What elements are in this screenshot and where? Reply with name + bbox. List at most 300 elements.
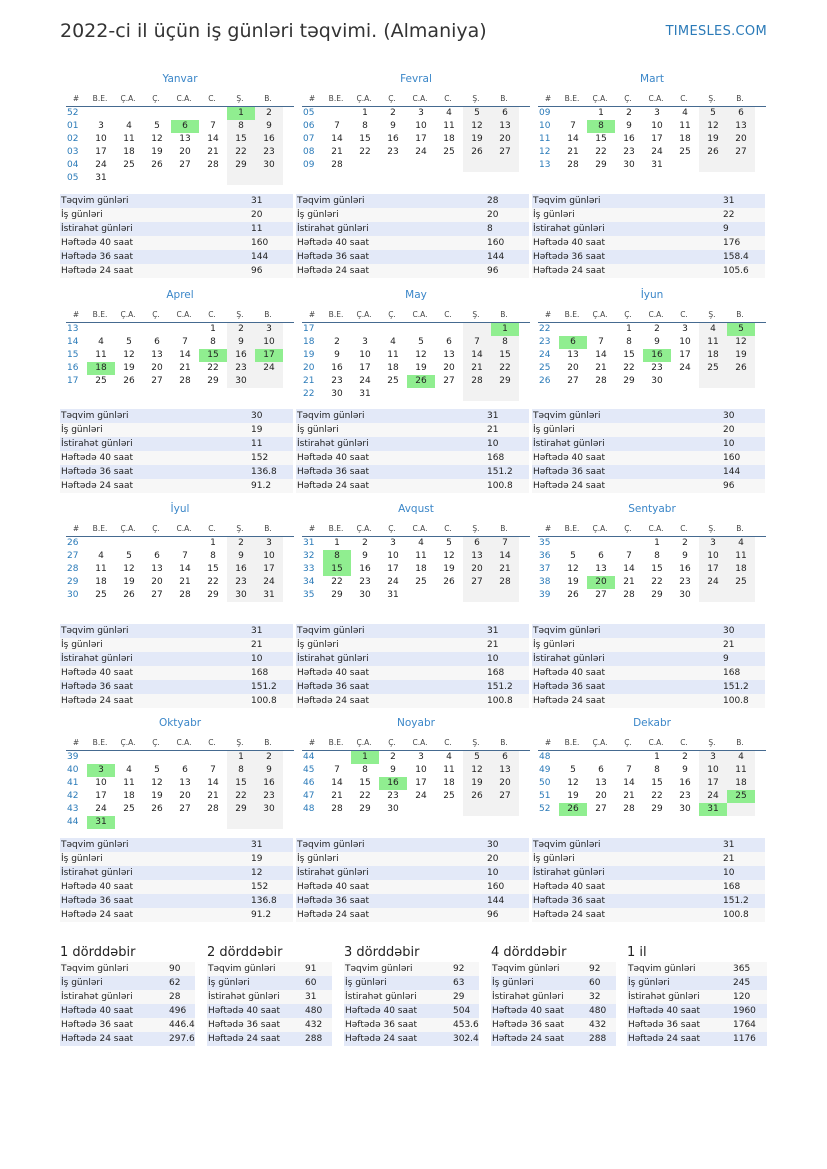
day-cell[interactable]: 19 <box>463 133 491 146</box>
day-cell[interactable]: 3 <box>682 324 688 334</box>
day-cell[interactable]: 24 <box>255 576 283 589</box>
day-cell[interactable]: 15 <box>227 777 255 790</box>
day-cell[interactable]: 28 <box>179 590 191 600</box>
day-cell[interactable]: 1 <box>362 108 368 118</box>
day-cell[interactable]: 9 <box>626 121 632 131</box>
day-cell[interactable]: 4 <box>682 108 688 118</box>
day-cell[interactable]: 15 <box>595 134 607 144</box>
day-cell[interactable]: 10 <box>387 551 399 561</box>
day-cell[interactable]: 25 <box>415 577 427 587</box>
day-cell[interactable]: 3 <box>654 108 660 118</box>
day-cell[interactable]: 14 <box>207 778 219 788</box>
day-cell[interactable]: 21 <box>623 577 635 587</box>
day-cell[interactable]: 27 <box>595 590 607 600</box>
day-cell[interactable]: 23 <box>255 146 283 159</box>
day-cell[interactable]: 5 <box>126 551 132 561</box>
day-cell[interactable]: 13 <box>727 120 755 133</box>
day-cell[interactable]: 28 <box>331 804 343 814</box>
day-cell[interactable]: 18 <box>95 577 107 587</box>
day-cell[interactable]: 22 <box>331 577 343 587</box>
day-cell[interactable]: 11 <box>415 551 427 561</box>
day-cell[interactable]: 25 <box>443 791 455 801</box>
day-cell[interactable]: 4 <box>126 765 132 775</box>
day-cell[interactable]: 24 <box>679 363 691 373</box>
day-cell[interactable]: 6 <box>598 551 604 561</box>
day-cell[interactable]: 31 <box>95 173 107 183</box>
day-cell[interactable]: 22 <box>227 790 255 803</box>
day-cell[interactable]: 29 <box>651 590 663 600</box>
day-cell[interactable]: 23 <box>227 362 255 375</box>
day-cell[interactable]: 23 <box>679 577 691 587</box>
day-cell[interactable]: 5 <box>570 551 576 561</box>
day-cell[interactable]: 30 <box>387 804 399 814</box>
day-cell[interactable]: 11 <box>699 336 727 349</box>
day-cell[interactable]: 6 <box>727 107 755 120</box>
day-cell[interactable]: 6 <box>171 120 199 133</box>
day-cell[interactable]: 9 <box>390 765 396 775</box>
day-cell[interactable]: 30 <box>359 590 371 600</box>
day-cell[interactable]: 25 <box>123 160 135 170</box>
day-cell[interactable]: 15 <box>651 564 663 574</box>
day-cell[interactable]: 14 <box>567 134 579 144</box>
day-cell[interactable]: 19 <box>443 564 455 574</box>
day-cell[interactable]: 23 <box>255 790 283 803</box>
day-cell[interactable]: 17 <box>255 563 283 576</box>
day-cell[interactable]: 23 <box>359 577 371 587</box>
day-cell[interactable]: 18 <box>443 778 455 788</box>
day-cell[interactable]: 1 <box>654 752 660 762</box>
day-cell[interactable]: 25 <box>95 376 107 386</box>
day-cell[interactable]: 10 <box>699 550 727 563</box>
day-cell[interactable]: 23 <box>651 363 663 373</box>
day-cell[interactable]: 2 <box>390 108 396 118</box>
day-cell[interactable]: 19 <box>123 363 135 373</box>
day-cell[interactable]: 15 <box>227 133 255 146</box>
day-cell[interactable]: 30 <box>255 159 283 172</box>
day-cell[interactable]: 11 <box>387 350 399 360</box>
day-cell[interactable]: 19 <box>151 147 163 157</box>
day-cell[interactable]: 7 <box>210 765 216 775</box>
day-cell[interactable]: 22 <box>651 577 663 587</box>
day-cell[interactable]: 12 <box>463 120 491 133</box>
day-cell[interactable]: 14 <box>207 134 219 144</box>
day-cell[interactable]: 30 <box>227 589 255 602</box>
day-cell[interactable]: 11 <box>95 350 107 360</box>
day-cell[interactable]: 19 <box>463 777 491 790</box>
day-cell[interactable]: 7 <box>598 337 604 347</box>
day-cell[interactable]: 26 <box>123 376 135 386</box>
day-cell[interactable]: 20 <box>443 363 455 373</box>
day-cell[interactable]: 12 <box>567 564 579 574</box>
day-cell[interactable]: 15 <box>323 563 351 576</box>
day-cell[interactable]: 1 <box>227 751 255 764</box>
day-cell[interactable]: 7 <box>334 121 340 131</box>
day-cell[interactable]: 22 <box>227 146 255 159</box>
day-cell[interactable]: 16 <box>387 134 399 144</box>
day-cell[interactable]: 7 <box>463 336 491 349</box>
day-cell[interactable]: 7 <box>182 337 188 347</box>
day-cell[interactable]: 14 <box>331 134 343 144</box>
day-cell[interactable]: 6 <box>598 765 604 775</box>
day-cell[interactable]: 27 <box>595 804 607 814</box>
day-cell[interactable]: 24 <box>415 147 427 157</box>
day-cell[interactable]: 14 <box>331 778 343 788</box>
day-cell[interactable]: 26 <box>123 590 135 600</box>
day-cell[interactable]: 24 <box>415 791 427 801</box>
day-cell[interactable]: 3 <box>418 108 424 118</box>
day-cell[interactable]: 30 <box>623 160 635 170</box>
day-cell[interactable]: 11 <box>679 121 691 131</box>
day-cell[interactable]: 4 <box>126 121 132 131</box>
day-cell[interactable]: 5 <box>463 107 491 120</box>
day-cell[interactable]: 22 <box>651 791 663 801</box>
day-cell[interactable]: 26 <box>727 362 755 375</box>
day-cell[interactable]: 14 <box>179 564 191 574</box>
day-cell[interactable]: 13 <box>151 350 163 360</box>
day-cell[interactable]: 6 <box>154 551 160 561</box>
day-cell[interactable]: 17 <box>359 363 371 373</box>
day-cell[interactable]: 6 <box>463 537 491 550</box>
day-cell[interactable]: 1 <box>598 108 604 118</box>
day-cell[interactable]: 31 <box>651 160 663 170</box>
day-cell[interactable]: 11 <box>123 778 135 788</box>
day-cell[interactable]: 9 <box>227 336 255 349</box>
day-cell[interactable]: 24 <box>255 362 283 375</box>
day-cell[interactable]: 6 <box>182 765 188 775</box>
day-cell[interactable]: 16 <box>227 349 255 362</box>
day-cell[interactable]: 29 <box>207 376 219 386</box>
day-cell[interactable]: 28 <box>179 376 191 386</box>
day-cell[interactable]: 5 <box>727 323 755 336</box>
day-cell[interactable]: 24 <box>387 577 399 587</box>
day-cell[interactable]: 22 <box>207 363 219 373</box>
day-cell[interactable]: 28 <box>623 590 635 600</box>
day-cell[interactable]: 20 <box>491 133 519 146</box>
day-cell[interactable]: 6 <box>491 107 519 120</box>
day-cell[interactable]: 5 <box>154 765 160 775</box>
day-cell[interactable]: 15 <box>623 350 635 360</box>
day-cell[interactable]: 7 <box>570 121 576 131</box>
day-cell[interactable]: 13 <box>463 550 491 563</box>
day-cell[interactable]: 25 <box>699 362 727 375</box>
day-cell[interactable]: 17 <box>387 564 399 574</box>
day-cell[interactable]: 28 <box>623 804 635 814</box>
day-cell[interactable]: 13 <box>179 134 191 144</box>
day-cell[interactable]: 25 <box>727 576 755 589</box>
day-cell[interactable]: 31 <box>359 389 371 399</box>
day-cell[interactable]: 12 <box>699 120 727 133</box>
day-cell[interactable]: 15 <box>491 349 519 362</box>
day-cell[interactable]: 2 <box>390 752 396 762</box>
day-cell[interactable]: 11 <box>443 765 455 775</box>
day-cell[interactable]: 29 <box>595 160 607 170</box>
day-cell[interactable]: 29 <box>207 590 219 600</box>
day-cell[interactable]: 1 <box>654 538 660 548</box>
day-cell[interactable]: 20 <box>595 791 607 801</box>
day-cell[interactable]: 12 <box>443 551 455 561</box>
day-cell[interactable]: 28 <box>567 160 579 170</box>
day-cell[interactable]: 19 <box>151 791 163 801</box>
day-cell[interactable]: 25 <box>727 790 755 803</box>
day-cell[interactable]: 8 <box>491 336 519 349</box>
day-cell[interactable]: 28 <box>207 160 219 170</box>
day-cell[interactable]: 29 <box>227 159 255 172</box>
day-cell[interactable]: 18 <box>679 134 691 144</box>
day-cell[interactable]: 9 <box>334 350 340 360</box>
day-cell[interactable]: 22 <box>207 577 219 587</box>
day-cell[interactable]: 18 <box>727 563 755 576</box>
day-cell[interactable]: 13 <box>491 120 519 133</box>
day-cell[interactable]: 30 <box>331 389 343 399</box>
day-cell[interactable]: 5 <box>418 337 424 347</box>
day-cell[interactable]: 18 <box>123 147 135 157</box>
day-cell[interactable]: 15 <box>359 134 371 144</box>
day-cell[interactable]: 31 <box>699 803 727 816</box>
day-cell[interactable]: 24 <box>699 790 727 803</box>
day-cell[interactable]: 15 <box>651 778 663 788</box>
day-cell[interactable]: 27 <box>463 576 491 589</box>
day-cell[interactable]: 2 <box>682 538 688 548</box>
day-cell[interactable]: 6 <box>559 336 587 349</box>
day-cell[interactable]: 9 <box>682 765 688 775</box>
day-cell[interactable]: 30 <box>255 803 283 816</box>
day-cell[interactable]: 24 <box>651 147 663 157</box>
day-cell[interactable]: 23 <box>331 376 343 386</box>
day-cell[interactable]: 14 <box>179 350 191 360</box>
day-cell[interactable]: 20 <box>463 563 491 576</box>
day-cell[interactable]: 9 <box>390 121 396 131</box>
day-cell[interactable]: 24 <box>95 804 107 814</box>
day-cell[interactable]: 25 <box>123 804 135 814</box>
day-cell[interactable]: 16 <box>331 363 343 373</box>
day-cell[interactable]: 16 <box>255 777 283 790</box>
day-cell[interactable]: 3 <box>418 752 424 762</box>
day-cell[interactable]: 19 <box>415 363 427 373</box>
day-cell[interactable]: 11 <box>95 564 107 574</box>
day-cell[interactable]: 23 <box>227 576 255 589</box>
day-cell[interactable]: 12 <box>727 336 755 349</box>
day-cell[interactable]: 4 <box>727 751 755 764</box>
day-cell[interactable]: 25 <box>443 147 455 157</box>
day-cell[interactable]: 2 <box>682 752 688 762</box>
day-cell[interactable]: 26 <box>559 803 587 816</box>
day-cell[interactable]: 17 <box>255 349 283 362</box>
day-cell[interactable]: 6 <box>446 337 452 347</box>
day-cell[interactable]: 13 <box>491 764 519 777</box>
day-cell[interactable]: 4 <box>98 337 104 347</box>
day-cell[interactable]: 30 <box>679 804 691 814</box>
day-cell[interactable]: 20 <box>179 147 191 157</box>
day-cell[interactable]: 29 <box>651 804 663 814</box>
day-cell[interactable]: 20 <box>567 363 579 373</box>
day-cell[interactable]: 18 <box>443 134 455 144</box>
day-cell[interactable]: 15 <box>207 564 219 574</box>
day-cell[interactable]: 27 <box>491 146 519 159</box>
day-cell[interactable]: 27 <box>567 376 579 386</box>
day-cell[interactable]: 29 <box>227 803 255 816</box>
day-cell[interactable]: 1 <box>334 538 340 548</box>
day-cell[interactable]: 16 <box>643 349 671 362</box>
day-cell[interactable]: 7 <box>626 551 632 561</box>
day-cell[interactable]: 28 <box>331 160 343 170</box>
day-cell[interactable]: 9 <box>255 120 283 133</box>
day-cell[interactable]: 12 <box>123 350 135 360</box>
day-cell[interactable]: 21 <box>179 363 191 373</box>
day-cell[interactable]: 22 <box>491 362 519 375</box>
day-cell[interactable]: 27 <box>491 790 519 803</box>
day-cell[interactable]: 25 <box>387 376 399 386</box>
day-cell[interactable]: 2 <box>227 323 255 336</box>
day-cell[interactable]: 26 <box>463 146 491 159</box>
day-cell[interactable]: 8 <box>323 550 351 563</box>
day-cell[interactable]: 12 <box>463 764 491 777</box>
day-cell[interactable]: 21 <box>331 791 343 801</box>
day-cell[interactable]: 10 <box>415 765 427 775</box>
day-cell[interactable]: 13 <box>443 350 455 360</box>
day-cell[interactable]: 2 <box>255 751 283 764</box>
day-cell[interactable]: 13 <box>567 350 579 360</box>
day-cell[interactable]: 16 <box>679 564 691 574</box>
day-cell[interactable]: 16 <box>255 133 283 146</box>
day-cell[interactable]: 1 <box>227 107 255 120</box>
day-cell[interactable]: 18 <box>727 777 755 790</box>
day-cell[interactable]: 4 <box>418 538 424 548</box>
day-cell[interactable]: 29 <box>491 375 519 388</box>
day-cell[interactable]: 13 <box>151 564 163 574</box>
day-cell[interactable]: 21 <box>179 577 191 587</box>
day-cell[interactable]: 9 <box>255 764 283 777</box>
day-cell[interactable]: 6 <box>491 751 519 764</box>
day-cell[interactable]: 20 <box>151 363 163 373</box>
day-cell[interactable]: 14 <box>595 350 607 360</box>
day-cell[interactable]: 22 <box>359 791 371 801</box>
day-cell[interactable]: 21 <box>207 147 219 157</box>
day-cell[interactable]: 13 <box>595 564 607 574</box>
day-cell[interactable]: 20 <box>151 577 163 587</box>
day-cell[interactable]: 4 <box>446 752 452 762</box>
day-cell[interactable]: 27 <box>443 376 455 386</box>
day-cell[interactable]: 8 <box>210 551 216 561</box>
day-cell[interactable]: 10 <box>255 550 283 563</box>
day-cell[interactable]: 19 <box>727 349 755 362</box>
day-cell[interactable]: 8 <box>362 121 368 131</box>
day-cell[interactable]: 5 <box>463 751 491 764</box>
day-cell[interactable]: 27 <box>727 146 755 159</box>
day-cell[interactable]: 31 <box>387 590 399 600</box>
day-cell[interactable]: 21 <box>207 791 219 801</box>
day-cell[interactable]: 20 <box>179 791 191 801</box>
day-cell[interactable]: 9 <box>362 551 368 561</box>
day-cell[interactable]: 21 <box>567 147 579 157</box>
day-cell[interactable]: 18 <box>387 363 399 373</box>
day-cell[interactable]: 27 <box>151 376 163 386</box>
day-cell[interactable]: 17 <box>415 778 427 788</box>
day-cell[interactable]: 29 <box>359 804 371 814</box>
day-cell[interactable]: 26 <box>407 375 435 388</box>
day-cell[interactable]: 31 <box>255 589 283 602</box>
day-cell[interactable]: 18 <box>87 362 115 375</box>
day-cell[interactable]: 4 <box>446 108 452 118</box>
day-cell[interactable]: 8 <box>210 337 216 347</box>
day-cell[interactable]: 19 <box>123 577 135 587</box>
day-cell[interactable]: 12 <box>567 778 579 788</box>
day-cell[interactable]: 21 <box>623 791 635 801</box>
day-cell[interactable]: 11 <box>123 134 135 144</box>
day-cell[interactable]: 13 <box>179 778 191 788</box>
day-cell[interactable]: 5 <box>699 107 727 120</box>
day-cell[interactable]: 30 <box>679 590 691 600</box>
day-cell[interactable]: 25 <box>95 590 107 600</box>
day-cell[interactable]: 16 <box>379 777 407 790</box>
day-cell[interactable]: 11 <box>727 550 755 563</box>
day-cell[interactable]: 27 <box>179 160 191 170</box>
day-cell[interactable]: 10 <box>651 121 663 131</box>
day-cell[interactable]: 13 <box>595 778 607 788</box>
day-cell[interactable]: 26 <box>463 790 491 803</box>
day-cell[interactable]: 14 <box>623 564 635 574</box>
day-cell[interactable]: 12 <box>151 134 163 144</box>
day-cell[interactable]: 2 <box>362 538 368 548</box>
day-cell[interactable]: 8 <box>654 551 660 561</box>
day-cell[interactable]: 9 <box>654 337 660 347</box>
day-cell[interactable]: 26 <box>151 160 163 170</box>
day-cell[interactable]: 4 <box>390 337 396 347</box>
day-cell[interactable]: 15 <box>199 349 227 362</box>
day-cell[interactable]: 9 <box>227 550 255 563</box>
day-cell[interactable]: 24 <box>359 376 371 386</box>
brand-link[interactable]: TIMESLES.COM <box>665 24 767 39</box>
day-cell[interactable]: 8 <box>626 337 632 347</box>
day-cell[interactable]: 20 <box>491 777 519 790</box>
day-cell[interactable]: 3 <box>87 764 115 777</box>
day-cell[interactable]: 17 <box>415 134 427 144</box>
day-cell[interactable]: 11 <box>443 121 455 131</box>
day-cell[interactable]: 7 <box>210 121 216 131</box>
day-cell[interactable]: 1 <box>210 324 216 334</box>
day-cell[interactable]: 4 <box>699 323 727 336</box>
day-cell[interactable]: 10 <box>679 337 691 347</box>
day-cell[interactable]: 12 <box>415 350 427 360</box>
day-cell[interactable]: 18 <box>699 349 727 362</box>
day-cell[interactable]: 14 <box>463 349 491 362</box>
day-cell[interactable]: 4 <box>727 537 755 550</box>
day-cell[interactable]: 23 <box>387 791 399 801</box>
day-cell[interactable]: 2 <box>334 337 340 347</box>
day-cell[interactable]: 2 <box>255 107 283 120</box>
day-cell[interactable]: 30 <box>651 376 663 386</box>
day-cell[interactable]: 16 <box>359 564 371 574</box>
day-cell[interactable]: 8 <box>227 120 255 133</box>
day-cell[interactable]: 9 <box>682 551 688 561</box>
day-cell[interactable]: 17 <box>95 791 107 801</box>
day-cell[interactable]: 21 <box>595 363 607 373</box>
day-cell[interactable]: 26 <box>443 577 455 587</box>
day-cell[interactable]: 7 <box>182 551 188 561</box>
day-cell[interactable]: 22 <box>359 147 371 157</box>
day-cell[interactable]: 3 <box>390 538 396 548</box>
day-cell[interactable]: 8 <box>654 765 660 775</box>
day-cell[interactable]: 16 <box>227 563 255 576</box>
day-cell[interactable]: 20 <box>587 576 615 589</box>
day-cell[interactable]: 4 <box>98 551 104 561</box>
day-cell[interactable]: 12 <box>123 564 135 574</box>
day-cell[interactable]: 26 <box>567 590 579 600</box>
day-cell[interactable]: 5 <box>154 121 160 131</box>
day-cell[interactable]: 3 <box>98 121 104 131</box>
day-cell[interactable]: 17 <box>679 350 691 360</box>
day-cell[interactable]: 20 <box>727 133 755 146</box>
day-cell[interactable]: 17 <box>699 777 727 790</box>
